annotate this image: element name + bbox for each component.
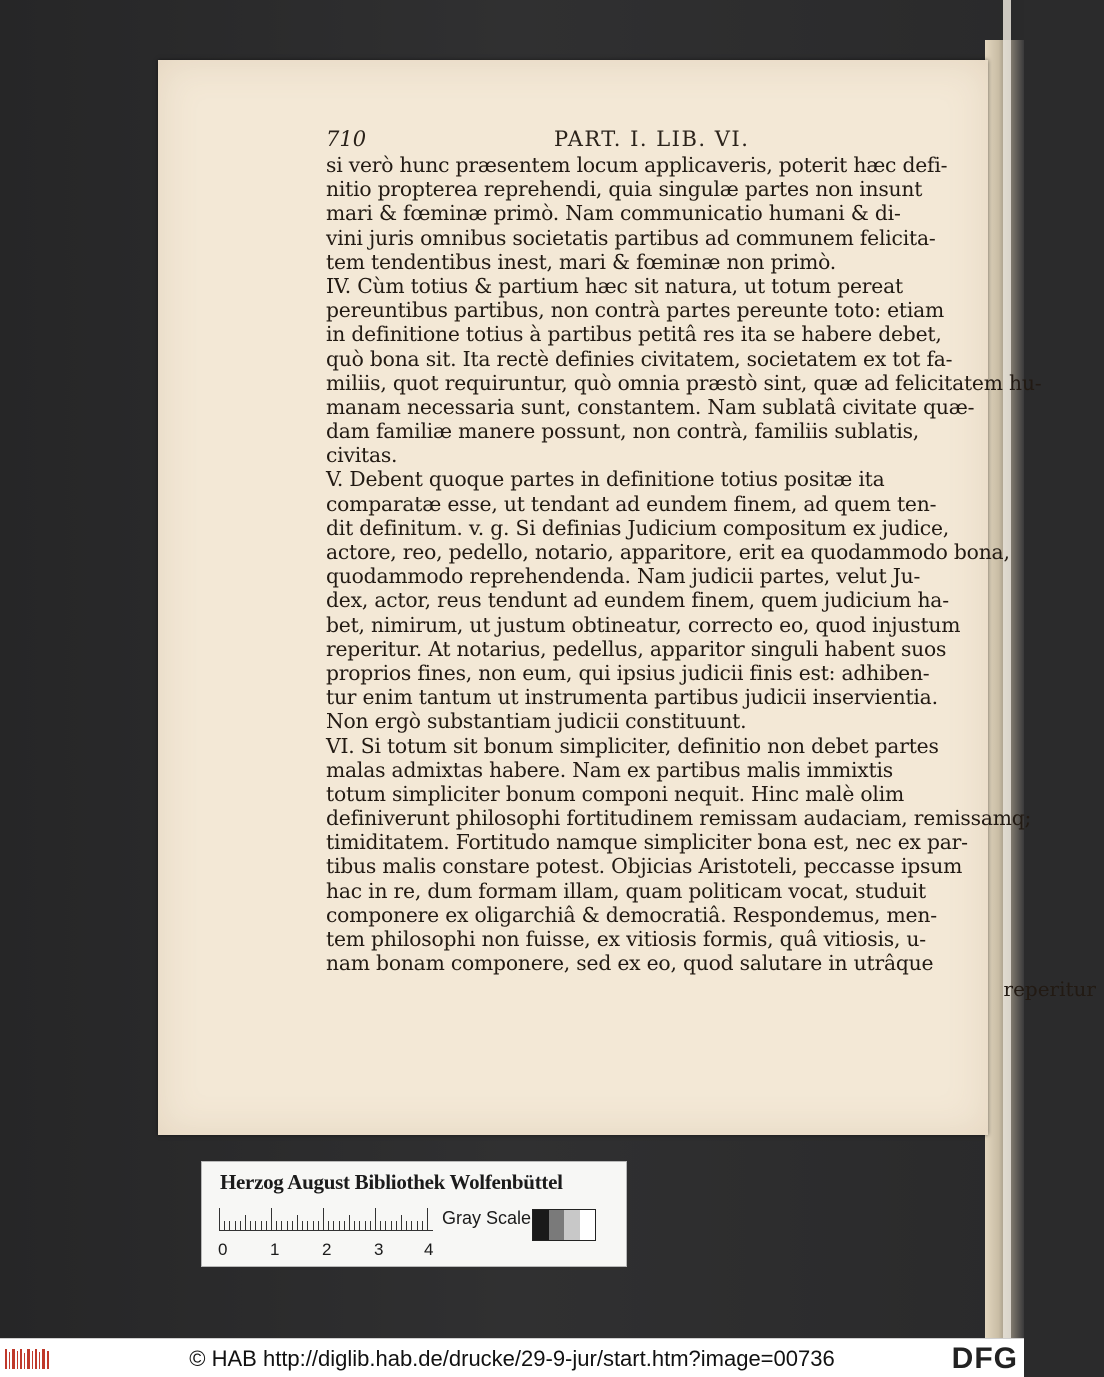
text-line: hac in re, dum formam illam, quam politicam vocat, studuit xyxy=(326,878,926,903)
text-line: dex, actor, reus tendunt ad eundem finem, quem judicium ha- xyxy=(326,588,949,613)
text-line: si verò hunc præsentem locum applicaveris, poterit hæc defi- xyxy=(326,153,948,177)
ruler-tick xyxy=(287,1221,288,1230)
text-line: nam bonam componere, sed ex eo, quod salutare in utrâque xyxy=(326,951,934,976)
text-line: definiverunt philosophi fortitudinem remissam audaciam, remissamq; xyxy=(326,806,1032,831)
text-line: nitio propterea reprehendi, quia singulæ partes non insunt xyxy=(326,177,923,202)
ruler-tick xyxy=(297,1215,298,1230)
text-line: timiditatem. Fortitudo namque simpliciter bona est, nec ex par- xyxy=(326,830,968,855)
gray-swatch xyxy=(549,1210,565,1240)
text-line: quò bona sit. Ita rectè definies civitatem, societatem ex tot fa- xyxy=(326,346,953,371)
library-color-card xyxy=(201,1161,627,1267)
text-line: bet, nimirum, ut justum obtineatur, correcto eo, quod injustum xyxy=(326,612,961,637)
text-line: malas admixtas habere. Nam ex partibus malis immixtis xyxy=(326,757,893,782)
ruler-tick xyxy=(375,1208,376,1230)
text-line: vini juris omnibus societatis partibus ad communem felicita- xyxy=(326,225,936,250)
ruler-tick xyxy=(261,1221,262,1230)
ruler-tick xyxy=(365,1221,366,1230)
ruler-tick xyxy=(427,1208,428,1230)
text-line: manam necessaria sunt, constantem. Nam sublatâ civitate quæ- xyxy=(326,394,975,419)
ruler-tick xyxy=(359,1221,360,1230)
ruler-number: 0 xyxy=(218,1240,228,1259)
ruler-number: 4 xyxy=(424,1240,434,1259)
ruler-tick xyxy=(344,1221,345,1230)
ruler-tick xyxy=(266,1221,267,1230)
page-text-block xyxy=(326,125,1104,1001)
ruler-tick xyxy=(422,1221,423,1230)
ruler-tick xyxy=(370,1221,371,1230)
grayscale-swatches xyxy=(532,1209,596,1241)
text-line: tem tendentibus inest, mari & fœminæ non primò. xyxy=(326,249,837,274)
ruler-tick xyxy=(271,1208,272,1230)
text-line: dam familiæ manere possunt, non contrà, familiis sublatis, xyxy=(326,419,920,444)
grayscale-label: Gray Scale xyxy=(442,1208,532,1228)
ruler-tick xyxy=(307,1221,308,1230)
ruler-tick xyxy=(396,1221,397,1230)
ruler-number: 2 xyxy=(322,1240,332,1259)
ruler-tick xyxy=(339,1221,340,1230)
text-line: in definitione totius à partibus petitâ res ita se habere debet, xyxy=(326,322,942,347)
ruler-tick xyxy=(281,1221,282,1230)
ruler-tick xyxy=(302,1221,303,1230)
ruler-tick xyxy=(406,1221,407,1230)
ruler-tick xyxy=(276,1221,277,1230)
ruler-tick xyxy=(224,1221,225,1230)
text-line: proprios fines, non eum, qui ipsius judicii finis est: adhiben- xyxy=(326,660,930,685)
ruler-number: 1 xyxy=(270,1240,280,1259)
ruler-tick xyxy=(219,1208,220,1230)
ruler-tick xyxy=(333,1221,334,1230)
ruler-tick xyxy=(323,1208,324,1230)
text-line: actore, reo, pedello, notario, apparitore, erit ea quodammodo bona, xyxy=(326,540,1010,564)
text-line: componere ex oligarchiâ & democratiâ. Respondemus, men- xyxy=(326,902,937,927)
ruler-tick xyxy=(354,1221,355,1230)
ruler-tick xyxy=(391,1221,392,1230)
ruler-tick xyxy=(235,1221,236,1230)
text-line: quodammodo reprehendenda. Nam judicii partes, velut Ju- xyxy=(326,564,921,589)
dfg-logo: DFG xyxy=(951,1342,1018,1375)
ruler-tick xyxy=(292,1221,293,1230)
running-head xyxy=(326,125,1104,153)
ruler-tick xyxy=(401,1215,402,1230)
catchword: reperitur xyxy=(1003,977,1096,1002)
text-line: tibus malis constare potest. Objicias Aristoteli, peccasse ipsum xyxy=(326,854,963,879)
text-line: totum simpliciter bonum componi nequit. Hinc malè olim xyxy=(326,781,905,806)
library-name: Herzog August Bibliothek Wolfenbüttel xyxy=(220,1170,563,1194)
text-line: civitas. xyxy=(326,443,398,468)
text-line: reperitur. At notarius, pedellus, apparitor singuli habent suos xyxy=(326,636,947,661)
text-line: mari & fœminæ primò. Nam communicatio humani & di- xyxy=(326,201,901,226)
ruler-tick xyxy=(385,1221,386,1230)
gray-swatch xyxy=(533,1210,549,1240)
ruler-tick xyxy=(255,1221,256,1230)
ruler-tick xyxy=(250,1221,251,1230)
ruler-tick xyxy=(328,1221,329,1230)
text-line: IV. Cùm totius & partium hæc sit natura, ut totum pereat xyxy=(326,273,903,298)
text-line: miliis, quot requiruntur, quò omnia præstò sint, quæ ad felicitatem hu- xyxy=(326,370,1042,395)
page-number: 710 xyxy=(326,127,367,151)
book-page xyxy=(158,60,1096,1135)
text-line: comparatæ esse, ut tendant ad eundem finem, ad quem ten- xyxy=(326,491,937,516)
footer-bar xyxy=(0,1338,1024,1377)
text-line: VI. Si totum sit bonum simpliciter, definitio non debet partes xyxy=(326,733,939,758)
ruler-number: 3 xyxy=(374,1240,384,1259)
text-line: pereuntibus partibus, non contrà partes pereunte toto: etiam xyxy=(326,298,945,323)
ruler-tick xyxy=(245,1215,246,1230)
ruler-tick xyxy=(417,1221,418,1230)
running-head-title: PART. I. LIB. VI. xyxy=(554,127,750,151)
copyright-url[interactable]: © HAB http://diglib.hab.de/drucke/29-9-jur/start.htm?image=00736 xyxy=(189,1346,835,1371)
ruler-tick xyxy=(411,1221,412,1230)
ruler-tick xyxy=(318,1221,319,1230)
ruler-tick xyxy=(313,1221,314,1230)
text-line: V. Debent quoque partes in definitione totius positæ ita xyxy=(326,467,885,492)
gray-swatch xyxy=(564,1210,580,1240)
ruler-tick xyxy=(380,1221,381,1230)
gray-swatch xyxy=(580,1210,596,1240)
ruler-tick xyxy=(349,1215,350,1230)
scale-ruler xyxy=(219,1208,433,1231)
text-line: Non ergò substantiam judicii constituunt. xyxy=(326,709,747,734)
ruler-tick xyxy=(229,1221,230,1230)
text-line: dit definitum. v. g. Si definias Judicium compositum ex judice, xyxy=(326,515,949,540)
text-line: tem philosophi non fuisse, ex vitiosis formis, quâ vitiosis, u- xyxy=(326,927,926,951)
text-line: tur enim tantum ut instrumenta partibus judicii inservientia. xyxy=(326,685,938,710)
ruler-tick xyxy=(240,1221,241,1230)
body-text xyxy=(326,153,1104,975)
